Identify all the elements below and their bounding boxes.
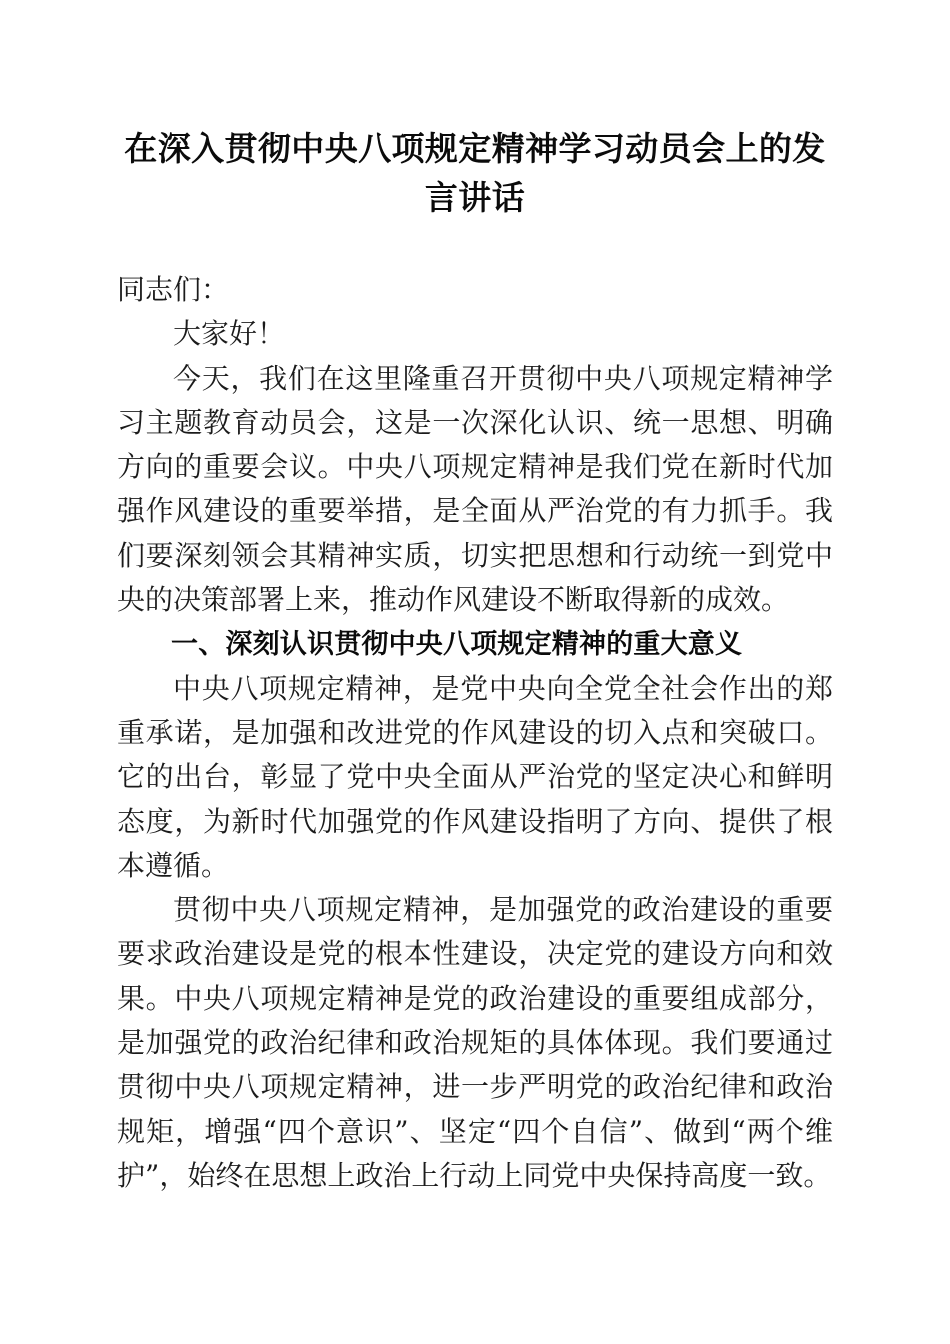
body-paragraph-1: 今天，我们在这里隆重召开贯彻中央八项规定精神学习主题教育动员会，这是一次深化认识、统一思想、明确方向的重要会议。中央八项规定精神是我们党在新时代加强作风建设的重要举措，是全面从严治党的有力抓手。我们要深刻领会其精神实质，切实把思想和行动统一到党中央的决策部署上来，推动作风建设不断取得新的成效。 — [117, 361, 833, 617]
page-title: 在深入贯彻中央八项规定精神学习动员会上的发言讲话 — [124, 132, 826, 217]
greeting-line: 大家好！ — [173, 317, 286, 351]
section-heading-1: 一、深刻认识贯彻中央八项规定精神的重大意义 — [171, 629, 743, 660]
body-paragraph-3: 贯彻中央八项规定精神，是加强党的政治建设的重要要求政治建设是党的根本性建设，决定党的建设方向和效果。中央八项规定精神是党的政治建设的重要组成部分，是加强党的政治纪律和政治规矩的具体体现。我们要通过贯彻中央八项规定精神，进一步严明党的政治纪律和政治规矩，增强“四个意识”、坚定“四个自信”、做到“两个维护”，始终在思想上政治上行动上同党中央保持高度一致。 — [117, 893, 833, 1192]
document-body — [117, 0, 833, 1198]
salutation-line: 同志们： — [117, 273, 230, 306]
title-spacer — [117, 224, 833, 268]
body-paragraph-2: 中央八项规定精神，是党中央向全党全社会作出的郑重承诺，是加强和改进党的作风建设的切入点和突破口。它的出台，彰显了党中央全面从严治党的坚定决心和鲜明态度，为新时代加强党的作风建设指明了方向、提供了根本遵循。 — [117, 671, 833, 882]
